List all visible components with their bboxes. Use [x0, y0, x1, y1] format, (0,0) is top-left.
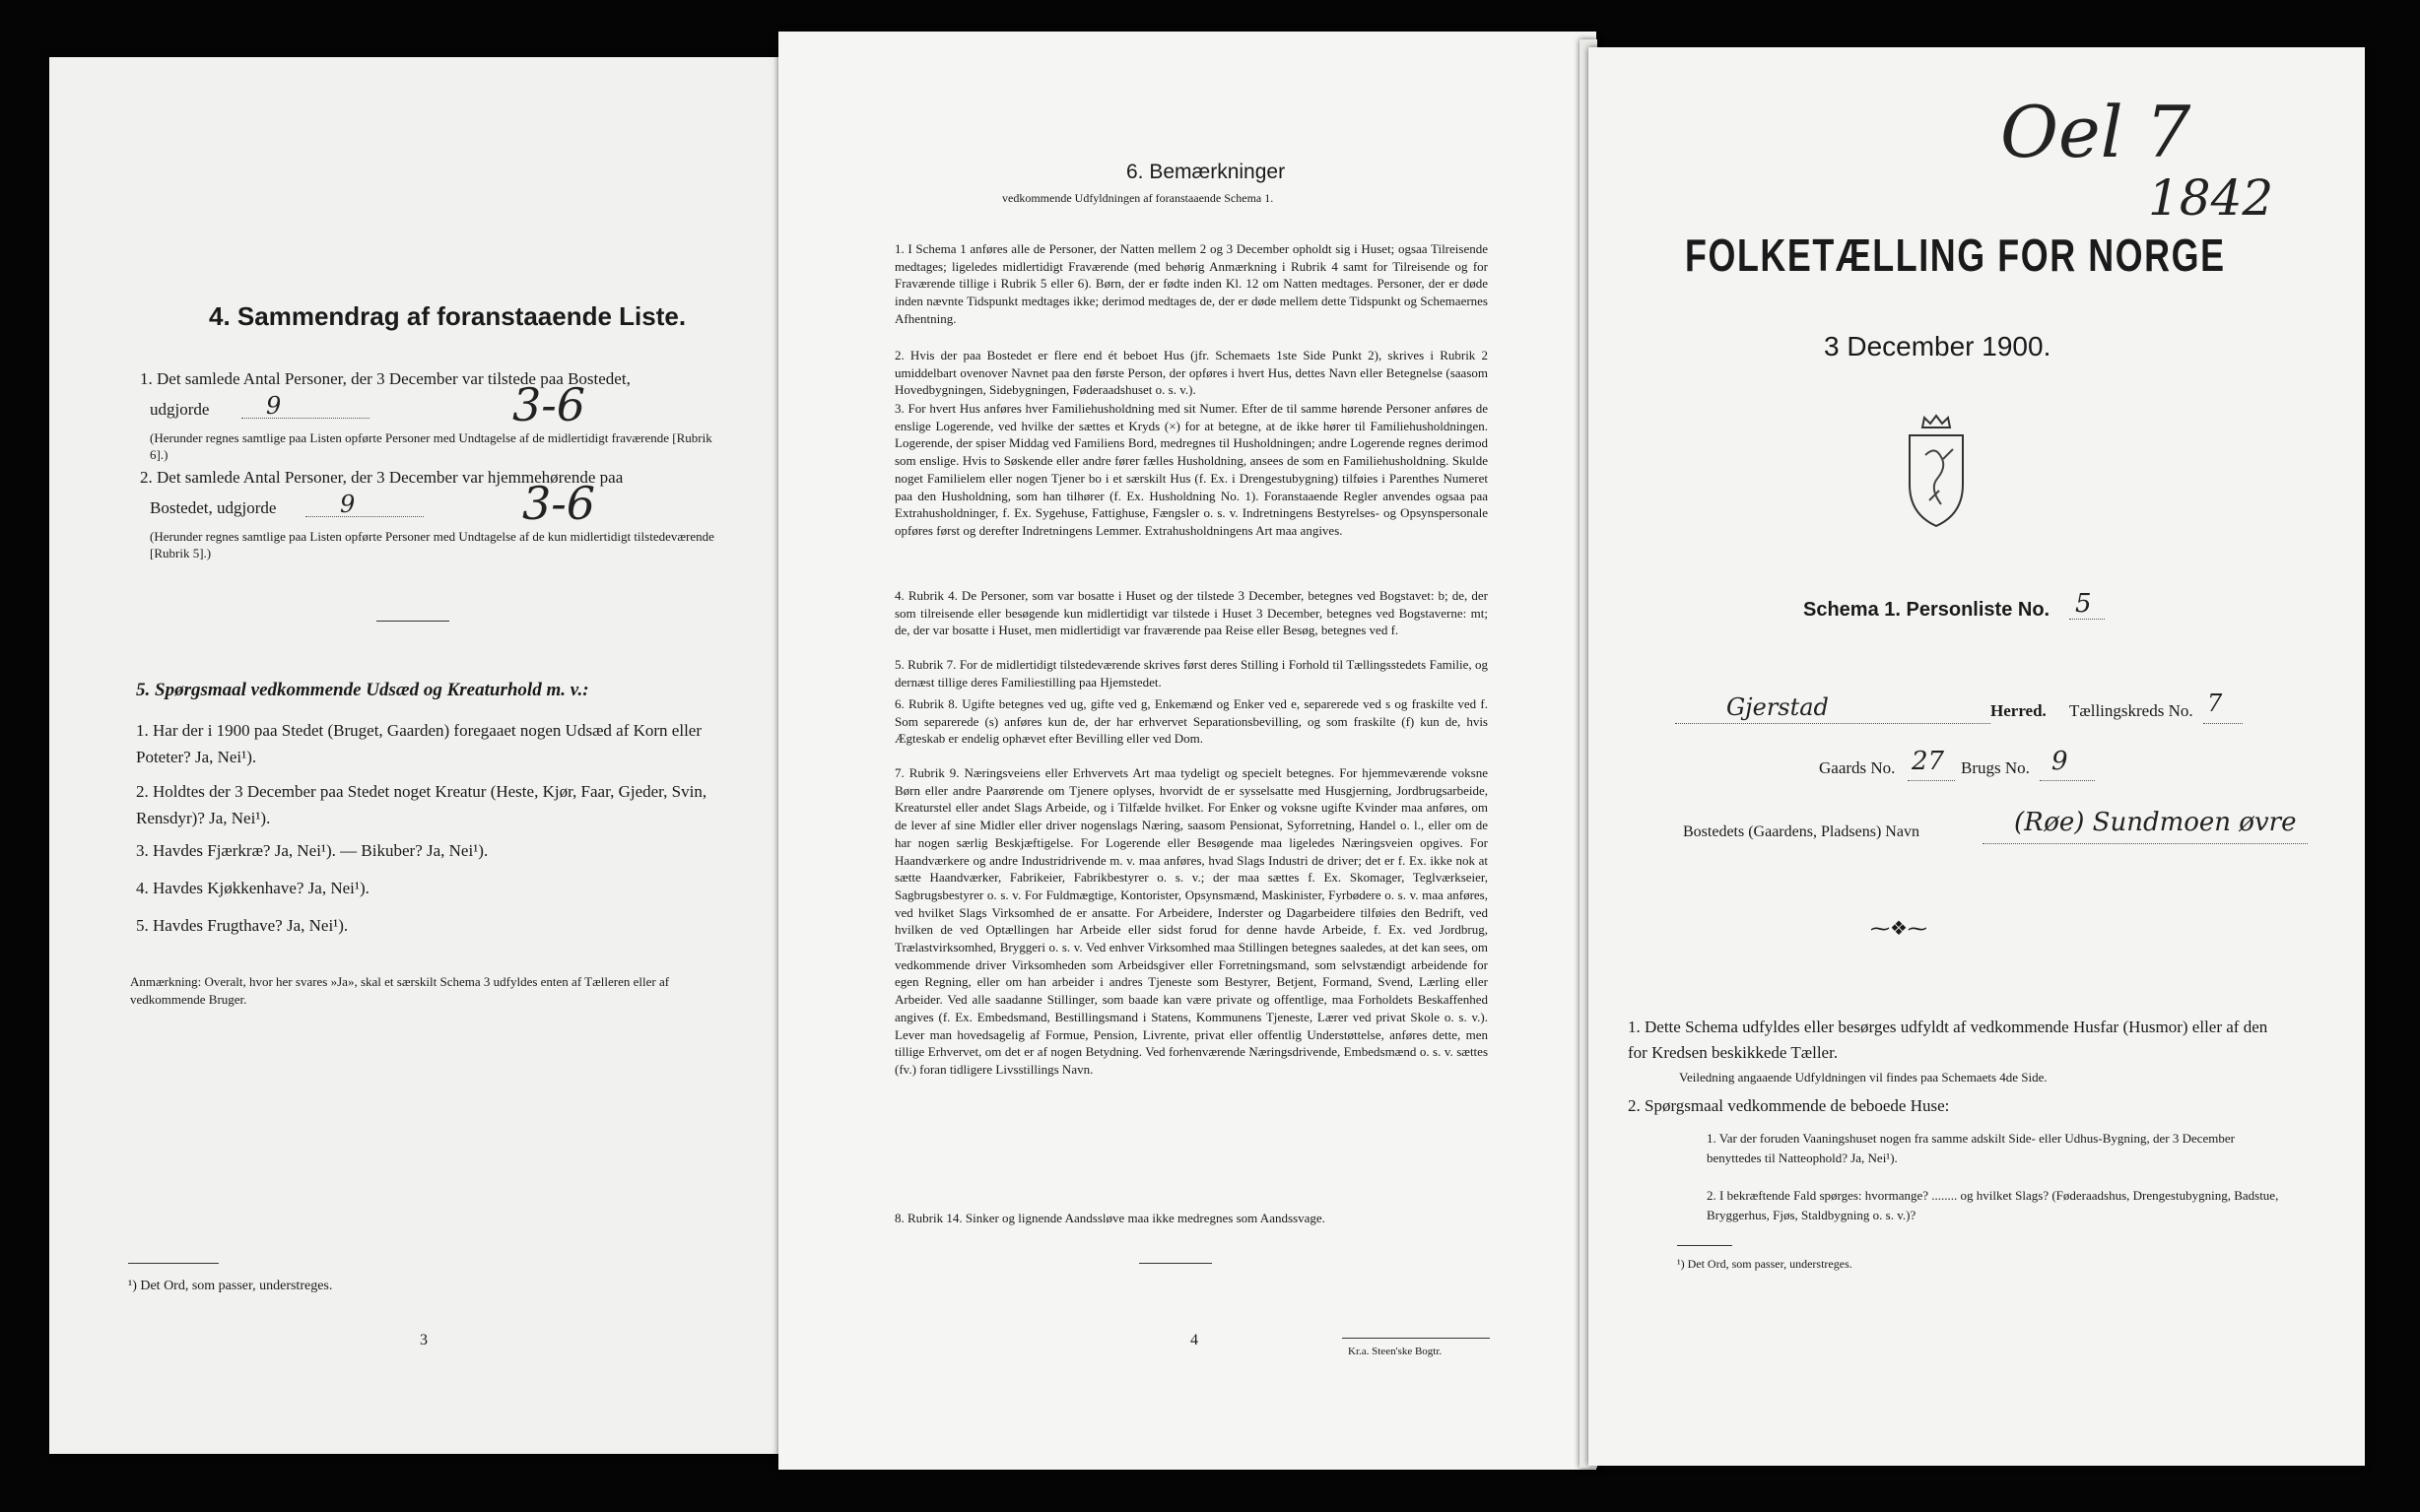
remark-4: 4. Rubrik 4. De Personer, som var bosatte i Huset og der tilstede 3 December, betegnes ved Bogstavet: b; de, der som tilreisende eller besøgende kun midlertidigt var tilstede i Huset 3 December, betegnes ved Bogstaverne: mt; de, der var bosatte i Huset, men midlertidigt var fraværende paa Reise eller Besøg, betegnes ved f. — [895, 588, 1488, 638]
archive-handwriting-1: Oel 7 — [2000, 91, 2191, 173]
herred-blank — [1675, 723, 1990, 724]
herred-value: Gjerstad — [1726, 693, 1829, 721]
schema-label: Schema 1. Personliste No. — [1803, 599, 2050, 621]
bosted-blank — [1983, 843, 2308, 844]
section4-title: 4. Sammendrag af foranstaaende Liste. — [209, 301, 687, 331]
question-3: 3. Havdes Fjærkræ? Ja, Nei¹). — Bikuber? Ja, Nei¹). — [136, 841, 489, 860]
norway-coat-of-arms-icon — [1900, 412, 1973, 550]
item1-note: (Herunder regnes samtlige paa Listen opførte Personer med Undtagelse af de midlertidigt fraværende [Rubrik 6].) — [150, 430, 712, 462]
remark-7: 7. Rubrik 9. Næringsveiens eller Erhvervets Art maa tydeligt og specielt betegnes. For hjemmeværende voksne Børn eller andre Paarørende om Tjenere oplyses, hvorvidt de er sysselsatte med Husgjerning, Jordbrugsarbeide, Kreaturstel eller andet Slags Arbeide, og i Tilfælde hvilket. For Enker og voksne ugifte Kvinder maa anføres, om de lever af sine Midler eller driver nogenslags Næring, saasom Pensionat, Syforretning, Handel o. l., eller om de har nogen særlig Beskjæftigelse. For Logerende eller Besøgende maa ligeledes Næringsveien opgives. For Haandværkere og andre Industridrivende m. v. maa anføres, hvad Slags Industri de driver; det er f. Ex. ikke nok at sætte Haandværker, Fabrikeier, Fabrikbestyrer o. s. v.; der maa sættes f. Ex. Skomager, Teglværkseier, Sagbrugsbestyrer o. s. v. For Fuldmægtige, Kontorister, Opsynsmænd, Maskinister, Fyrbødere o. s. v. maa anføres, ved hvilket Slags Virksomhed de er ansatte. For Arbeidere, Inderster og Dagarbeidere tilføies den Bedrift, ved hvilken de ved Optællingen har Arbeide eller sidst forud for denne havde Arbeide, f. Ex. ved Jordbrug, Trælastvirksomhed, Bryggeri o. s. v. Ved enhver Virksomhed maa Stillingen betegnes saaledes, at det kan sees, om vedkommende driver Virksomheden som Arbeidsgiver eller Forretningsmand, som selvstændigt arbeidende for egen Regning, eller om han arbeider i andres Tjeneste som Bestyrer, Betjent, Formand, Svend, Lærling eller Arbeider. Ved alle saadanne Stillinger, som baade kan være private og offentlige, maa Forholdets Beskaffenhed angives (f. Ex. Embedsmand, Bestillingsmand i Statens, Kommunens Tjeneste, Lærer ved privat Skole o. s. v.). Lever man hovedsagelig af Formue, Pension, Livrente, privat eller offentlig Understøttelse, anføres dette, men tillige Erhvervet, om det er af nogen Betydning. Ved forhenværende Næringsdrivende, Embedsmænd o. s. v. sættes (fv.) foran tidligere Livsstillings Navn. — [895, 765, 1488, 1077]
item1-text: 1. Det samlede Antal Personer, der 3 December var tilstede paa Bostedet, — [140, 369, 631, 388]
question-1: 1. Har der i 1900 paa Stedet (Bruget, Gaarden) foregaaet nogen Udsæd af Korn eller Poteter? Ja, Nei¹). — [136, 721, 703, 766]
item1-blank — [241, 418, 370, 419]
remarks-subtitle: vedkommende Udfyldningen af foranstaaende Schema 1. — [1002, 191, 1274, 205]
question-4: 4. Havdes Kjøkkenhave? Ja, Nei¹). — [136, 879, 370, 897]
divider — [376, 621, 449, 622]
brugs-value: 9 — [2051, 747, 2068, 776]
archive-handwriting-2: 1842 — [2148, 169, 2274, 227]
footnote-rule — [128, 1263, 219, 1264]
remark-5: 5. Rubrik 7. For de midlertidigt tilstedeværende skrives først deres Stilling i Forhold til Tællingsstedets Familie, og dernæst tillige deres Familiestilling paa Hjemstedet. — [895, 657, 1488, 690]
page-number: 3 — [420, 1332, 428, 1348]
bosted-label: Bostedets (Gaardens, Pladsens) Navn — [1683, 823, 1919, 840]
kreds-value: 7 — [2207, 690, 2223, 717]
brugs-blank — [2040, 780, 2095, 781]
item2-handwritten: 3-6 — [522, 477, 596, 530]
right-footnote-rule — [1677, 1245, 1732, 1246]
printer-rule — [1342, 1338, 1490, 1339]
schema-no-value: 5 — [2075, 589, 2092, 619]
instruction-2-2: 2. I bekræftende Fald spørges: hvormange? ........ og hvilket Slags? (Føderaadshus, Drengestubygning, Badstue, Bryggerhus, Fjøs, Staldbygning o. s. v.)? — [1707, 1188, 2279, 1222]
remark-3: 3. For hvert Hus anføres hver Familiehusholdning med sit Numer. Efter de til samme hørende Personer anføres de enslige Logerende, ved hvilke der sættes et Kryds (×) for at betegne, at de ikke hører til Familiehusholdningen. Logerende, der spiser Middag ved Familiens Bord, medregnes til Husholdningen; andre Logerende regnes derimod som enslige. Hvis to Søskende eller andre fører fælles Husholdning, ansees de som en Familiehusholdning. Skulde noget Familielem eller nogen Tjener bo i et særskilt Hus (f. Ex. i Drengestubygning) tilføies i Parenthes Numeret paa den Husholdning, som han tilhører (f. Ex. Husholdning No. 1). Foranstaaende Regler anvendes ogsaa paa Extrahusholdninger, f. Ex. Sygehuse, Fattighuse, Fængsler o. s. v. Indretningens Bestyrelses- og Opsynspersonale opføres først og derefter Indretningens Lemmer. Extrahusholdningens Art maa angives. — [895, 401, 1488, 538]
item2-blank — [305, 516, 424, 517]
herred-label: Herred. — [1990, 701, 2047, 720]
instruction-1-note: Veiledning angaaende Udfyldningen vil findes paa Schemaets 4de Side. — [1679, 1070, 2048, 1085]
item1-handwritten: 3-6 — [512, 378, 586, 431]
ornament-icon: ⁓❖⁓ — [1870, 918, 1927, 940]
remark-6: 6. Rubrik 8. Ugifte betegnes ved ug, gifte ved g, Enkemænd og Enker ved e, separerede ved s og fraskilte ved f. Som separerede (s) anføres kun de, der har erhvervet Separationsbevilling, og som fraskilte (f) kun de, hvis Ægteskab er endelig ophævet efter Bevilling eller ved Dom. — [895, 696, 1488, 747]
middle-divider — [1139, 1263, 1212, 1264]
kreds-blank — [2203, 723, 2243, 724]
remark-8: 8. Rubrik 14. Sinker og lignende Aandssløve maa ikke medregnes som Aandssvage. — [895, 1211, 1325, 1225]
item2-value: 9 — [340, 491, 356, 518]
item1-udgjorde: udgjorde — [150, 400, 210, 419]
section5-title: 5. Spørgsmaal vedkommende Udsæd og Kreaturhold m. v.: — [136, 680, 589, 700]
remarks-title: 6. Bemærkninger — [1126, 161, 1286, 183]
item2-note: (Herunder regnes samtlige paa Listen opførte Personer med Undtagelse af de kun midlertidigt tilstedeværende [Rubrik 5].) — [150, 529, 714, 560]
anmaerkning: Anmærkning: Overalt, hvor her svares »Ja», skal et særskilt Schema 3 udfyldes enten af Tælleren eller af vedkommende Bruger. — [130, 974, 670, 1007]
item2-bostedet: Bostedet, udgjorde — [150, 498, 277, 517]
instruction-2: 2. Spørgsmaal vedkommende de beboede Huse: — [1628, 1096, 1950, 1115]
remark-2: 2. Hvis der paa Bostedet er flere end ét beboet Hus (jfr. Schemaets 1ste Side Punkt 2), skrives i Rubrik 2 umiddelbart ovenover Navnet paa den første Person, der opføres i hvert Hus, dettes Navn eller Betegnelse (saasom Hovedbygningen, Sidebygningen, Føderaadshuset o. s. v.). — [895, 348, 1488, 398]
right-footnote: ¹) Det Ord, som passer, understreges. — [1677, 1257, 1852, 1271]
instruction-1: 1. Dette Schema udfyldes eller besørges udfyldt af vedkommende Husfar (Husmor) eller af den for Kredsen beskikkede Tæller. — [1628, 1018, 2268, 1062]
instruction-2-1: 1. Var der foruden Vaaningshuset nogen fra samme adskilt Side- eller Udhus-Bygning, der 3 December benyttedes til Natteophold? Ja, Nei¹). — [1707, 1131, 2235, 1165]
gaards-value: 27 — [1912, 747, 1945, 776]
gaards-label: Gaards No. — [1819, 758, 1896, 777]
kreds-label: Tællingskreds No. — [2069, 701, 2193, 720]
question-5: 5. Havdes Frugthave? Ja, Nei¹). — [136, 916, 349, 935]
item1-value: 9 — [266, 392, 282, 420]
printer-credit: Kr.a. Steen'ske Bogtr. — [1348, 1346, 1443, 1357]
gaards-blank — [1908, 780, 1955, 781]
schema-no-blank — [2069, 619, 2105, 620]
question-2: 2. Holdtes der 3 December paa Stedet noget Kreatur (Heste, Kjør, Faar, Gjeder, Svin, Rensdyr)? Ja, Nei¹). — [136, 782, 707, 827]
item2-text: 2. Det samlede Antal Personer, der 3 December var hjemmehørende paa — [140, 468, 624, 487]
remark-1: 1. I Schema 1 anføres alle de Personer, der Natten mellem 2 og 3 December opholdt sig i Huset; ogsaa Tilreisende medtages; ligeledes midlertidigt Fraværende (med behørig Anmærkning i Rubrik 4 samt for Tilreisende og for Fraværende tillige i Rubrik 5 eller 6). Børn, der er fødte inden Kl. 12 om Natten medtages. Personer, der er døde inden nævnte Tidspunkt medtages ikke; derimod medtages de, der er døde mellem dette Tidspunkt og Schemaernes Afhentning. — [895, 241, 1488, 326]
middle-page-number: 4 — [1190, 1332, 1198, 1348]
census-title: FOLKETÆLLING FOR NORGE — [1685, 230, 2226, 281]
footnote: ¹) Det Ord, som passer, understreges. — [128, 1279, 333, 1293]
census-date: 3 December 1900. — [1824, 331, 2051, 362]
brugs-label: Brugs No. — [1961, 758, 2030, 777]
bosted-value: (Røe) Sundmoen øvre — [2014, 808, 2297, 837]
